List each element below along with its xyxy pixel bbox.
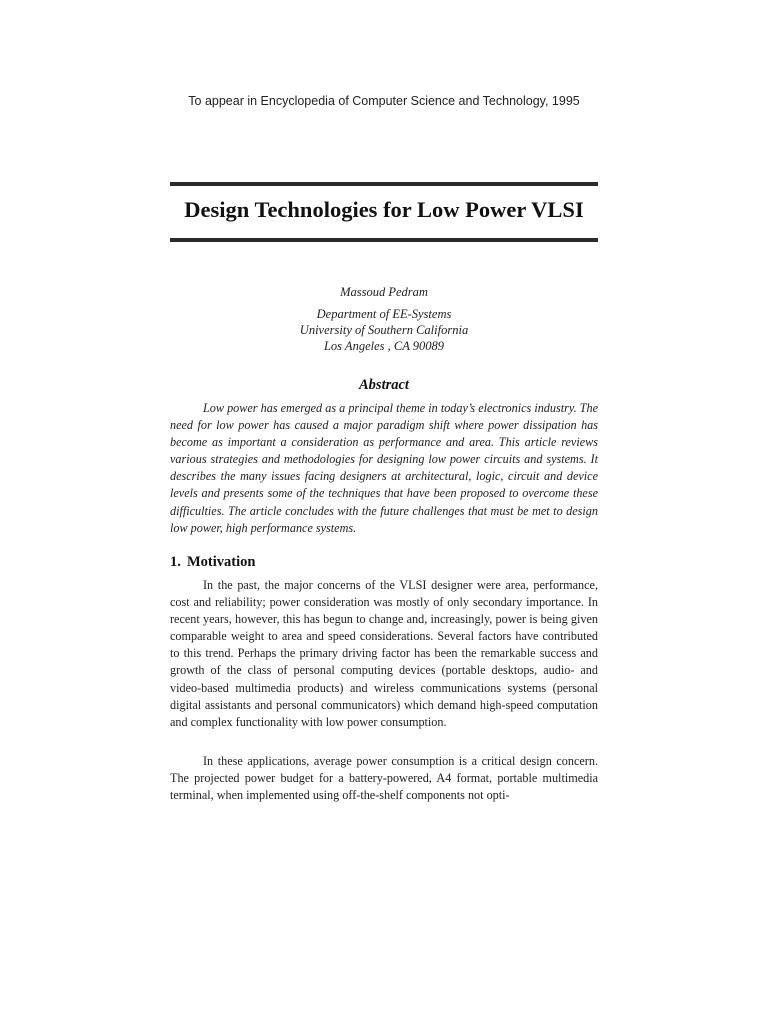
body-paragraph: In these applications, average power consumption is a critical design concern. The projected power budget for a battery-powered, A4 format, portable multimedia terminal, when implemented using off-the-shelf components not opti- — [170, 754, 598, 803]
section-heading-motivation — [170, 554, 255, 571]
section-title: Motivation — [187, 554, 256, 570]
abstract-text: Low power has emerged as a principal theme in today’s electronics industry. The need for low power has caused a major paradigm shift where power dissipation has become as important a consideration as performance and area. This article reviews various strategies and methodologies for designing low power circuits and systems. It describes the many issues facing designers at architectural, logic, circuit and device levels and presents some of the techniques that have been proposed to overcome these difficulties. The article concludes with the future challenges that must be met to design low power, high performance systems. — [170, 401, 598, 535]
abstract-heading: Abstract — [359, 377, 409, 393]
body-paragraph: In the past, the major concerns of the VLSI designer were area, performance, cost and reliability; power consideration was mostly of only secondary importance. In recent years, however, this has begun to change and, increasingly, power is being given comparable weight to area and speed considerations. Several factors have contributed to this trend. Perhaps the primary driving factor has been the remarkable success and growth of the class of personal computing devices (portable desktops, audio- and video-based multimedia products) and wireless communications systems (personal digital assistants and personal communicators) which demand high-speed computation and complex functionality with low power consumption. — [170, 578, 598, 729]
paper-title: Design Technologies for Low Power VLSI — [184, 197, 584, 222]
author-university: University of Southern California — [299, 323, 469, 337]
section-number: 1. — [170, 554, 181, 570]
title-rule-top — [170, 182, 598, 186]
publication-note: To appear in Encyclopedia of Computer Science and Technology, 1995 — [188, 94, 580, 108]
author-location: Los Angeles , CA 90089 — [323, 339, 445, 353]
author-name: Massoud Pedram — [340, 285, 428, 299]
author-department: Department of EE-Systems — [316, 307, 452, 321]
title-rule-bottom — [170, 238, 598, 242]
author-affiliation — [0, 306, 768, 354]
